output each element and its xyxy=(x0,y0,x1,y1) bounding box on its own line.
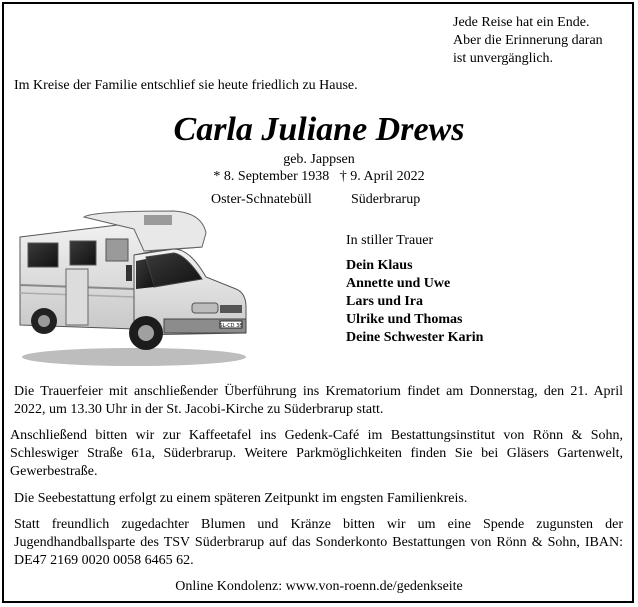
born-name: geb. Jappsen xyxy=(283,152,355,167)
mourning-heading: In stiller Trauer xyxy=(346,233,434,248)
donation-paragraph: Statt freundlich zugedachter Blumen und Kränze bitten wir um eine Spende zugunsten der Jugendhandballsparte des TSV Süderbrarup auf das Sonderkonto Bestattungen von Rönn & Sohn, IBAN: DE47 2169 0020 0058 6465 62. xyxy=(14,517,623,568)
mourner-name: Dein Klaus xyxy=(346,258,413,273)
funeral-paragraph: Die Trauerfeier mit anschließender Überführung ins Krematorium findet am Donnerstag, den 21. April 2022, um 13.30 Uhr in der St. Jacobi-Kirche zu Süderbrarup statt. xyxy=(14,384,623,417)
deathplace: Süderbrarup xyxy=(351,192,421,207)
camper-van-image xyxy=(14,207,250,369)
motto-line-1: Jede Reise hat ein Ende. xyxy=(453,15,590,30)
burial-paragraph: Die Seebestattung erfolgt zu einem späteren Zeitpunkt im engsten Familienkreis. xyxy=(14,491,468,506)
mourners-list xyxy=(346,257,483,347)
motto-quote xyxy=(453,14,603,68)
life-dates: * 8. September 1938 † 9. April 2022 xyxy=(213,169,425,184)
deceased-name: Carla Juliane Drews xyxy=(173,111,465,148)
motto-line-3: ist unvergänglich. xyxy=(453,51,554,66)
mourner-name: Ulrike und Thomas xyxy=(346,312,463,327)
mourner-name: Deine Schwester Karin xyxy=(346,330,484,345)
mourner-name: Lars und Ira xyxy=(346,294,424,309)
intro-text: Im Kreise der Familie entschlief sie heute friedlich zu Hause. xyxy=(14,78,358,93)
online-condolence-link[interactable]: Online Kondolenz: www.von-roenn.de/gedenkseite xyxy=(175,579,463,594)
mourner-name: Annette und Uwe xyxy=(346,276,451,291)
motto-line-2: Aber die Erinnerung daran xyxy=(453,33,603,48)
coffee-paragraph: Anschließend bitten wir zur Kaffeetafel ins Gedenk-Café im Bestattungsinstitut von Rönn & Sohn, Schleswiger Straße 61a, Süderbrarup. Weitere Parkmöglichkeiten finden Sie bei Gläsers Gartenwelt, Gewerbestraße. xyxy=(10,428,623,479)
license-plate: SL-CD 38 xyxy=(219,323,243,329)
birthplace: Oster-Schnatebüll xyxy=(211,192,312,207)
